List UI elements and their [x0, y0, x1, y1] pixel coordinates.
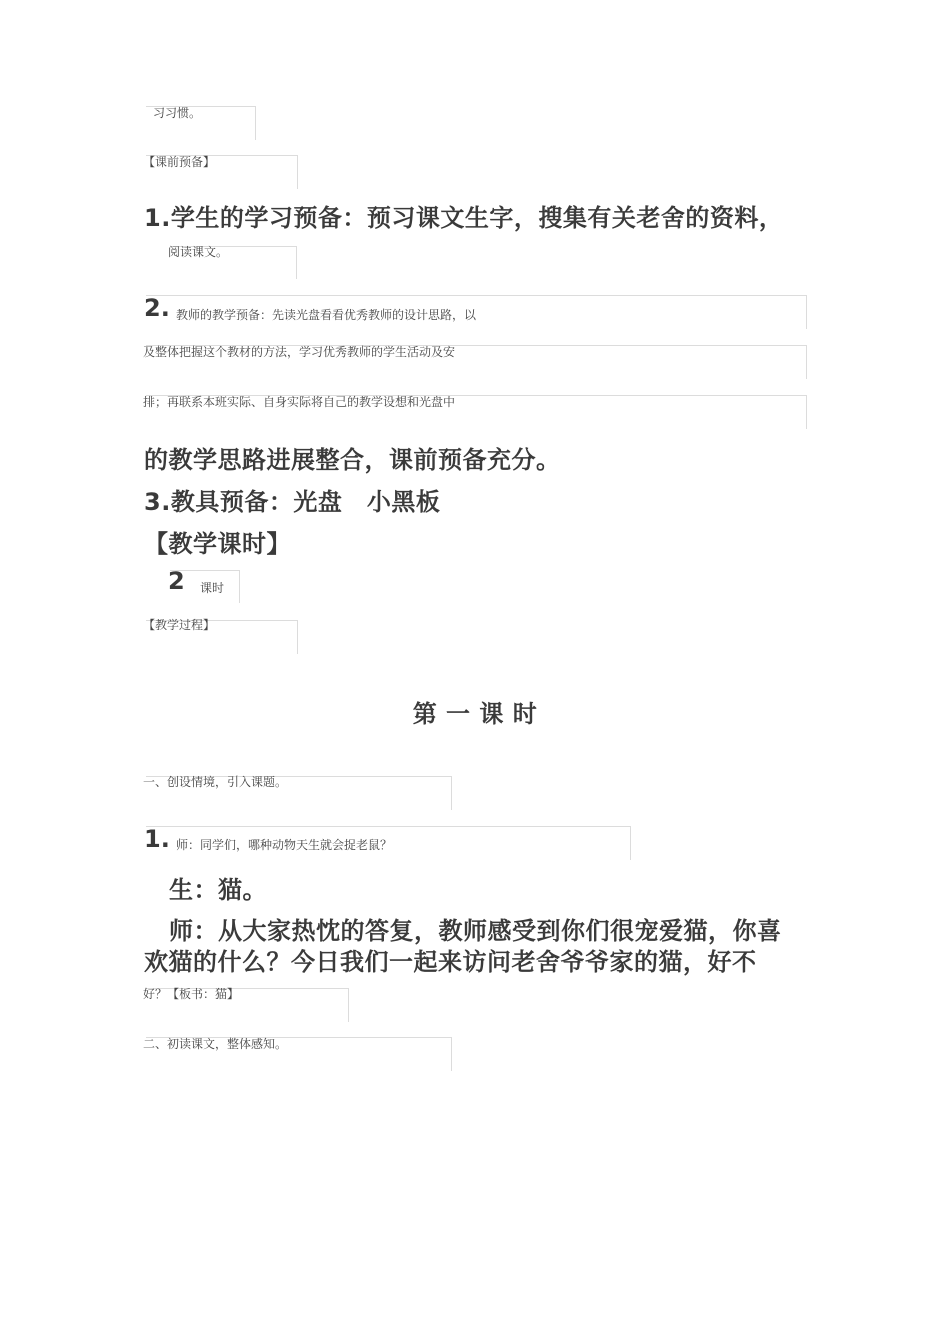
heading-hours: 【教学课时】 — [144, 530, 291, 558]
hours-unit: 课时 — [200, 581, 225, 595]
teacher-prep-line-4: 的教学思路进展整合，课前预备充分。 — [144, 446, 561, 474]
teacher-prep-number: 2. — [144, 294, 170, 322]
student-prep: 1.学生的学习预备：预习课文生字，搜集有关老舍的资料， — [144, 204, 784, 232]
hours-number: 2 — [168, 567, 185, 595]
teacher-line-3: 好？【板书：猫】 — [143, 987, 240, 1001]
heading-process: 【教学过程】 — [143, 618, 216, 632]
teacher-line-1: 师：从大家热忱的答复，教师感受到你们很宠爱猫，你喜 — [169, 917, 782, 945]
step-two: 二、初读课文，整体感知。 — [143, 1037, 288, 1051]
heading-prep: 【课前预备】 — [143, 155, 216, 169]
teacher-prep-line-2: 及整体把握这个教材的方法，学习优秀教师的学生活动及安 — [143, 345, 456, 359]
student-prep-cont: 阅读课文。 — [168, 245, 229, 259]
teacher-prep-line-1: 教师的教学预备：先读光盘看看优秀教师的设计思路，以 — [176, 308, 477, 322]
question-text: 师：同学们，哪种动物天生就会捉老鼠？ — [176, 838, 393, 852]
teacher-prep-line-3: 排；再联系本班实际、自身实际将自己的教学设想和光盘中 — [143, 395, 456, 409]
tools-prep: 3.教具预备：光盘 小黑板 — [144, 488, 441, 516]
lesson-title: 第 一 课 时 — [412, 700, 538, 728]
habit-line: 习习惯。 — [153, 106, 202, 120]
step-one: 一、创设情境，引入课题。 — [143, 775, 288, 789]
student-answer: 生：猫。 — [169, 876, 267, 904]
teacher-line-2: 欢猫的什么？今日我们一起来访问老舍爷爷家的猫，好不 — [144, 948, 757, 976]
question-number: 1. — [144, 825, 170, 853]
